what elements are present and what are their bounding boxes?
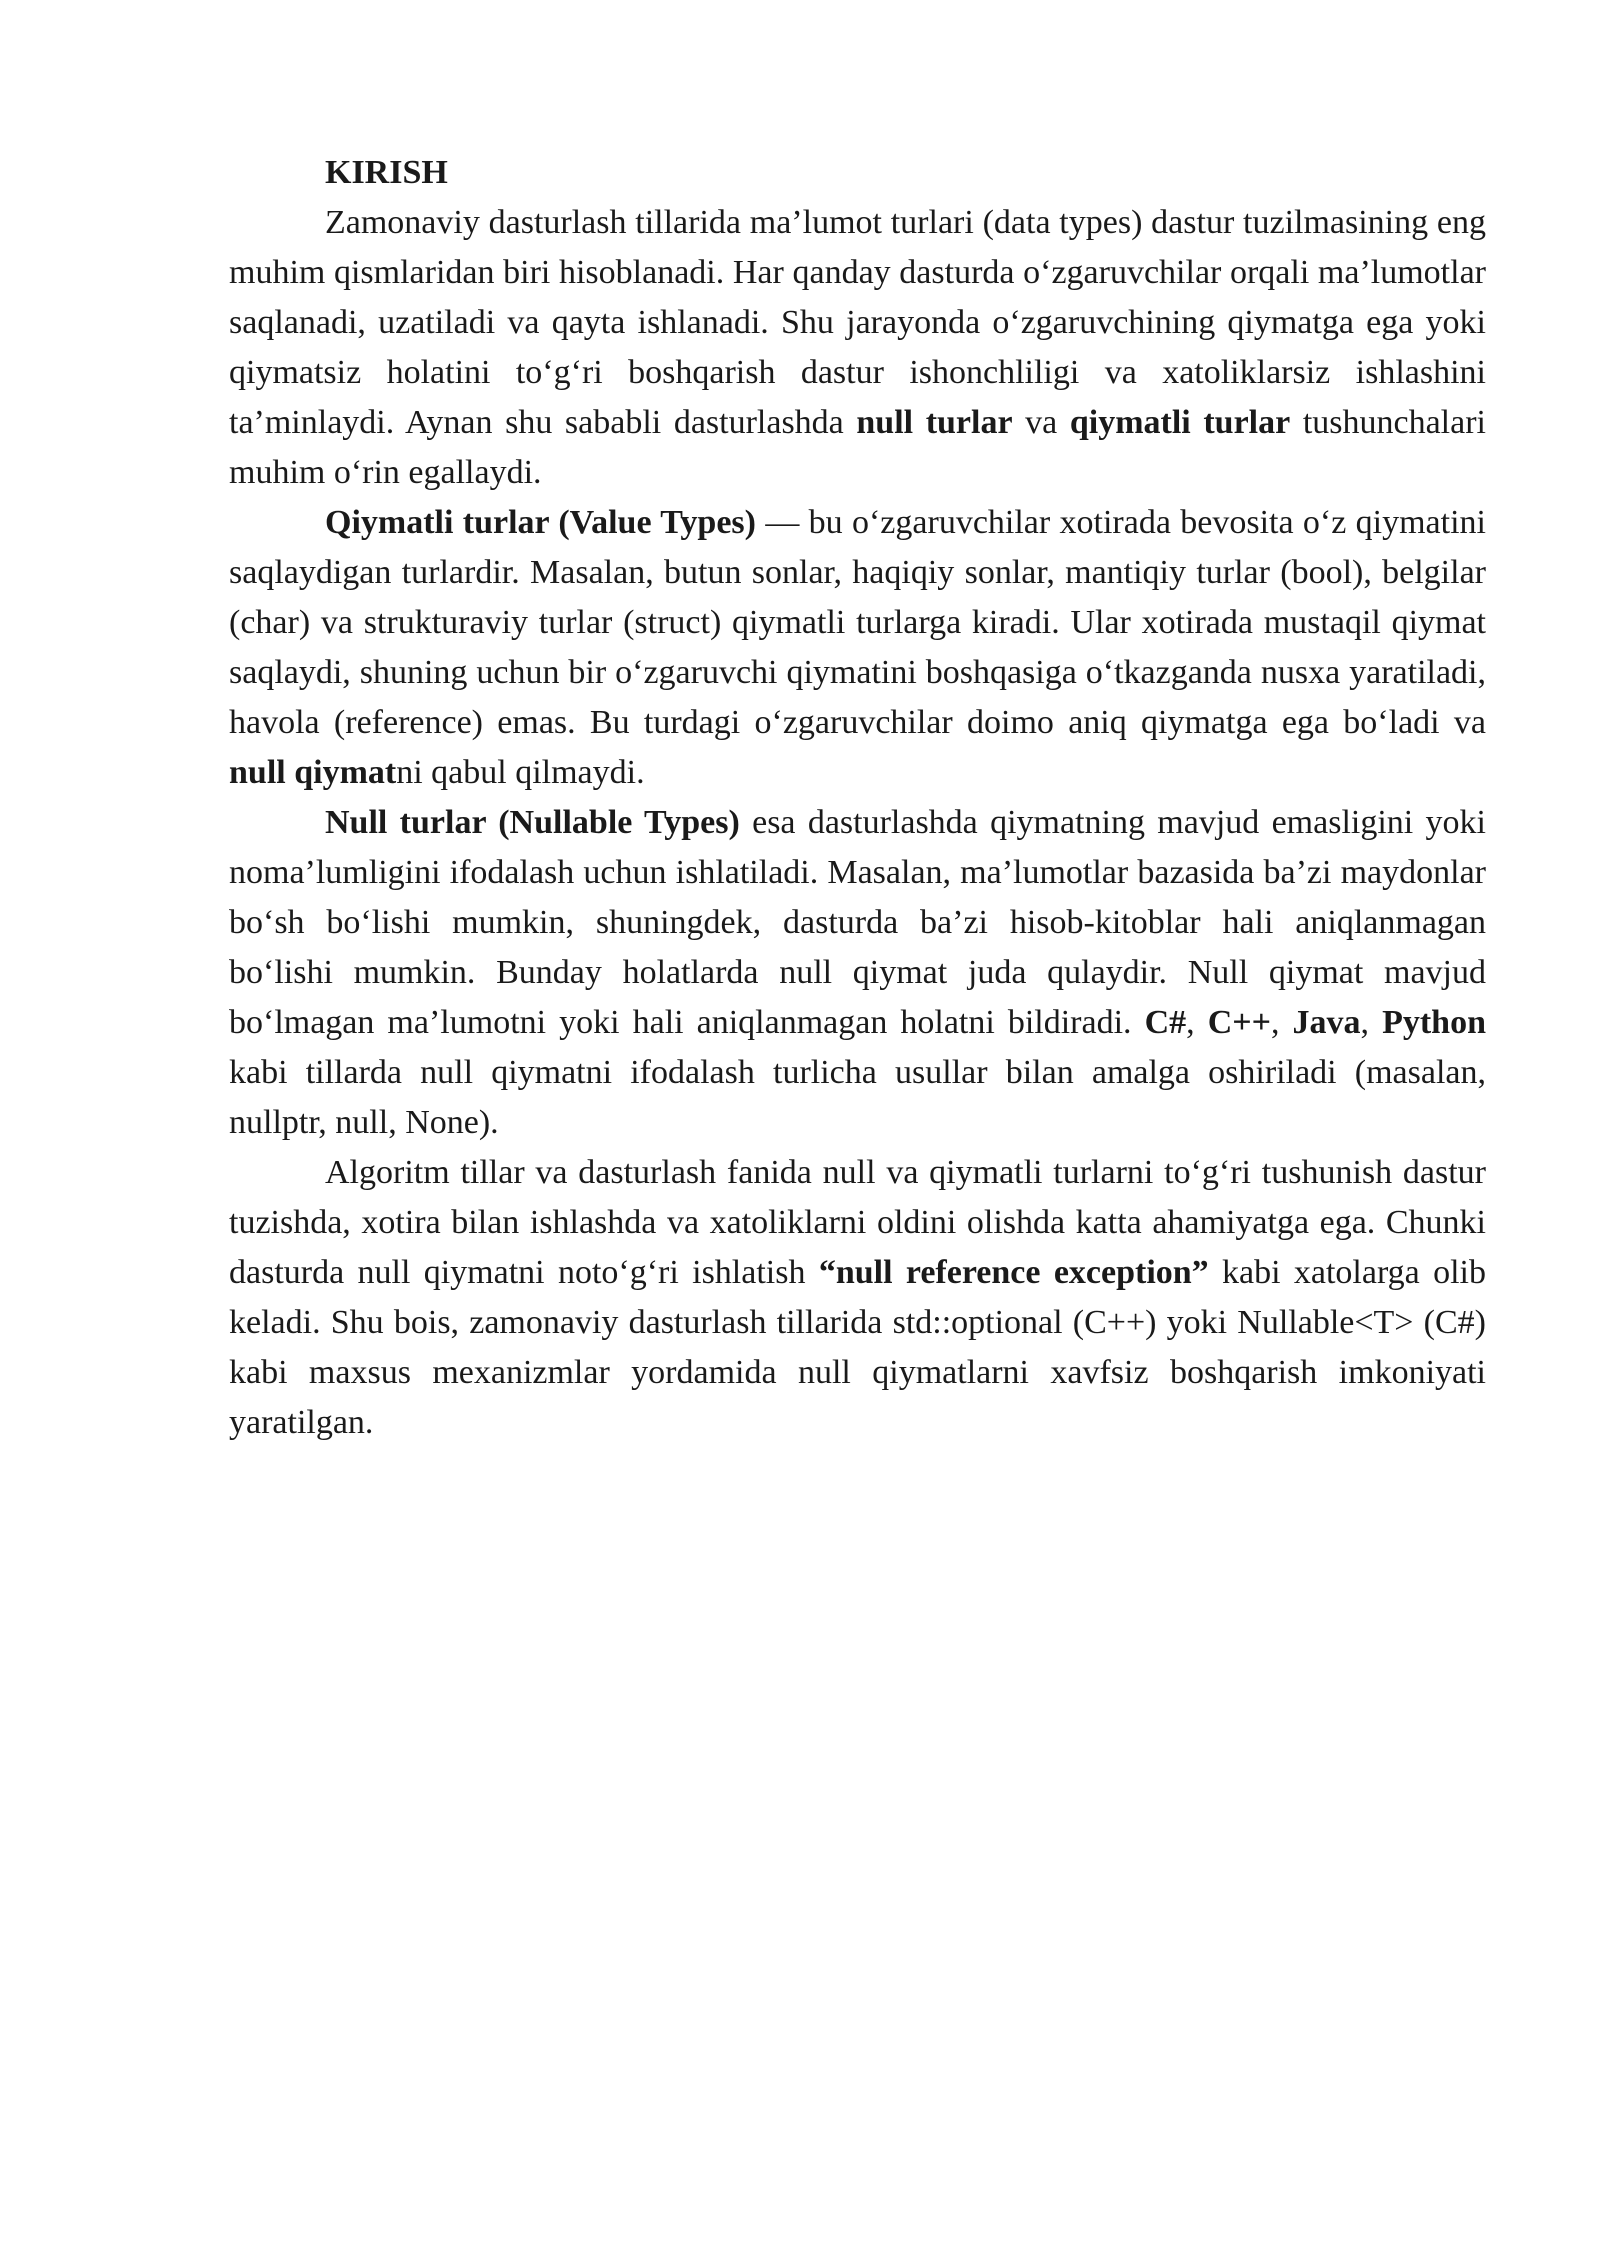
bold-text: “null reference exception” [818, 1254, 1209, 1291]
text-segment: Zamonaviy dasturlash tillarida ma’lumot turlari (data types) dastur tuzilmasining eng muhim qismlaridan biri hisoblanadi. Har qanday dasturda o‘zgaruvchilar orqali ma’lumotlar saqlanadi, uzatiladi va qayta ishlanadi. Shu jarayonda o‘zgaruvchining qiymatga ega yoki qiymatsiz holatini to‘g‘ri boshqarish dastur ishonchliligi va xatoliklarsiz ishlashini ta’minlaydi. Aynan shu sababli dasturlashda [229, 204, 1486, 441]
bold-text: Qiymatli turlar (Value Types) [325, 504, 756, 541]
bold-text: Python [1382, 1004, 1487, 1041]
text-segment: , [1271, 1004, 1293, 1041]
bold-text: Java [1292, 1004, 1361, 1041]
document-page [229, 148, 1486, 1448]
text-segment: , [1186, 1004, 1208, 1041]
paragraph [229, 498, 1486, 798]
bold-text: C# [1144, 1004, 1187, 1041]
section-heading: KIRISH [325, 154, 448, 191]
bold-text: C++ [1207, 1004, 1271, 1041]
text-segment: kabi tillarda null qiymatni ifodalash turlicha usullar bilan amalga oshiriladi (masalan, nullptr, null, None). [229, 1054, 1486, 1141]
body-text [229, 198, 1486, 1448]
text-segment: — bu o‘zgaruvchilar xotirada bevosita o‘z qiymatini saqlaydigan turlardir. Masalan, butun sonlar, haqiqiy sonlar, mantiqiy turlar (bool), belgilar (char) va strukturaviy turlar (struct) qiymatli turlarga kiradi. Ular xotirada mustaqil qiymat saqlaydi, shuning uchun bir o‘zgaruvchi qiymatini boshqasiga o‘tkazganda nusxa yaratiladi, havola (reference) emas. Bu turdagi o‘zgaruvchilar doimo aniq qiymatga ega bo‘ladi va [229, 504, 1486, 741]
bold-text: qiymatli turlar [1069, 404, 1291, 441]
text-segment: Algoritm tillar va dasturlash fanida null va qiymatli turlarni to‘g‘ri tushunish dastur tuzishda, xotira bilan ishlashda va xatoliklarni oldini olishda katta ahamiyatga ega. Chunki dasturda null qiymatni noto‘g‘ri ishlatish [229, 1154, 1486, 1291]
text-segment: , [1360, 1004, 1383, 1041]
paragraph [229, 798, 1486, 1148]
text-segment: va [1012, 404, 1070, 441]
bold-text: Null turlar (Nullable Types) [325, 804, 740, 841]
paragraph [229, 1148, 1486, 1448]
text-segment: esa dasturlashda qiymatning mavjud emasligini yoki noma’lumligini ifodalash uchun ishlatiladi. Masalan, ma’lumotlar bazasida ba’zi maydonlar bo‘sh bo‘lishi mumkin, shuningdek, dasturda ba’zi hisob-kitoblar hali aniqlanmagan bo‘lishi mumkin. Bunday holatlarda null qiymat juda qulaydir. Null qiymat mavjud bo‘lmagan ma’lumotni yoki hali aniqlanmagan holatni bildiradi. [229, 804, 1486, 1041]
text-segment: ni qabul qilmaydi. [396, 754, 645, 791]
text-segment: kabi xatolarga olib keladi. Shu bois, zamonaviy dasturlash tillarida std::optional (C++) yoki Nullable<T> (C#) kabi maxsus mexanizmlar yordamida null qiymatlarni xavfsiz boshqarish imkoniyati yaratilgan. [229, 1254, 1486, 1441]
paragraph [229, 198, 1486, 498]
bold-text: null qiymat [229, 754, 397, 791]
bold-text: null turlar [856, 404, 1013, 441]
text-segment: tushunchalari muhim o‘rin egallaydi. [229, 404, 1486, 491]
